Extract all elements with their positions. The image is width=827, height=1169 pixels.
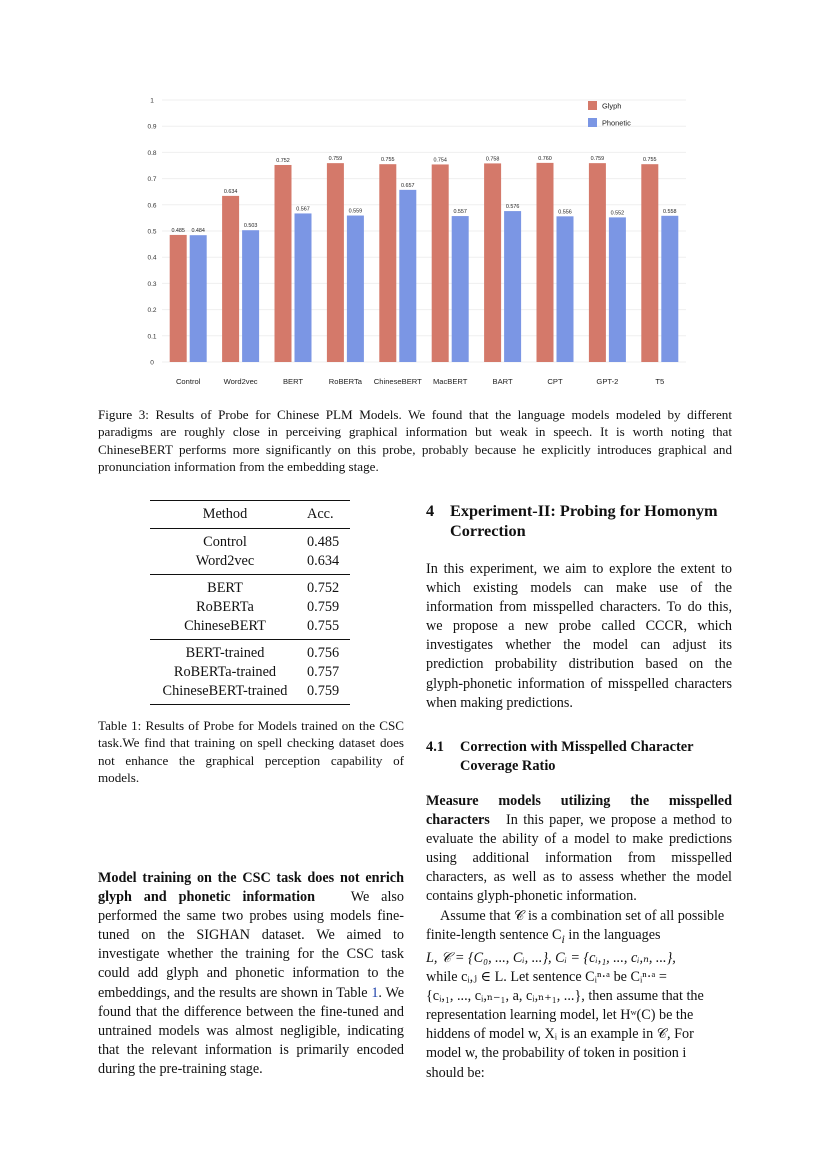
section-paragraph: In this experiment, we aim to explore the extent to which existing models can make use of the information from misspelled characters. To do this, we propose a new probe called CCCR, which investigates whether the model can adjust its prediction probability distribution based on the glyph-phonetic information of misspelled characters when making predictions. [426,561,732,711]
paragraph-heading: Measure models utilizing the misspelled characters [426,793,732,829]
x-axis-labels [176,377,664,386]
y-tick-label: 0.3 [147,280,157,288]
x-tick-label: MacBERT [432,377,468,386]
y-tick-label: 0.5 [147,228,157,236]
table-row [150,682,350,701]
table-caption: Table 1: Results of Probe for Models trained on the CSC task.We find that training on spell checking dataset does not enhance the graphical perception capability of models. [98,718,404,785]
x-tick-label: ChineseBERT [373,377,422,386]
table-row [150,598,350,617]
x-tick-label: CPT [547,377,563,386]
bar-phonetic [190,235,207,362]
data-label: 0.559 [348,208,363,215]
table-header-method: Method [202,506,248,522]
bar-phonetic [504,211,521,362]
x-tick-label: BERT [282,377,304,386]
paragraph-heading: Model training on the CSC task does not enrich glyph and phonetic information [98,870,404,906]
table-cell-method: BERT [207,580,243,596]
bar-glyph [379,164,396,362]
y-tick-label: 0.6 [147,202,157,210]
section-number: 4 [426,501,435,520]
table-row [150,617,350,636]
y-tick-label: 0.1 [147,333,157,341]
bar-glyph [589,163,606,362]
bar-glyph [641,164,658,362]
data-label: 0.634 [223,188,238,195]
bar-phonetic [609,217,626,362]
figure-caption: Figure 3: Results of Probe for Chinese PLM Models. We found that the language models modeled by different paradigms are roughly close in perceiving graphical information but weak in speech. It is worth noting that ChineseBERT performs more significantly on this probe, probably because he explicitly introduces graphical and pronunciation information from the embedding stage. [98,407,732,474]
data-label: 0.576 [505,204,520,211]
y-tick-label: 0 [150,359,154,367]
table-cell-acc: 0.634 [307,553,340,569]
bar-glyph [432,164,449,362]
table-cell-method: RoBERTa [196,599,254,615]
table-group-pretrained [150,575,350,639]
bar-phonetic [242,230,259,362]
bar-chart [136,92,696,392]
bar-glyph [222,196,239,362]
data-label: 0.552 [610,210,625,217]
bar-phonetic [347,216,364,362]
x-tick-label: Word2vec [223,377,258,386]
x-tick-label: GPT-2 [596,377,619,386]
x-tick-label: Control [175,377,201,386]
assume-line: L, 𝒞 = {C₀, ..., Cᵢ, ...}, Cᵢ = {cᵢ,₁, ..., cᵢ,ₙ, ...}, [426,950,676,967]
assume-line: hiddens of model w, Xᵢ is an example in 𝒞, For [426,1026,694,1043]
results-table [150,500,350,705]
subsection-number: 4.1 [426,739,444,755]
data-label: 0.759 [328,156,343,163]
table-cell-acc: 0.485 [307,534,340,550]
assume-text: Assume that 𝒞 is a combination set of all possible finite-length sentence C [426,908,725,944]
data-label: 0.558 [663,208,677,215]
table-header-acc: Acc. [307,506,334,522]
table-row [150,663,350,682]
bar-glyph [170,235,187,362]
table-cell-acc: 0.759 [307,599,340,615]
table-cell-method: ChineseBERT [184,618,266,634]
bar-phonetic [661,216,678,362]
data-label: 0.557 [453,209,467,216]
data-label: 0.556 [558,209,572,216]
legend-swatch-glyph [588,101,597,110]
y-tick-label: 0.9 [147,123,157,131]
table-cell-method: ChineseBERT-trained [162,683,288,699]
bar-glyph [275,165,292,362]
data-label: 0.657 [401,182,415,189]
legend-label: Phonetic [602,118,631,128]
table-cell-method: Control [203,534,247,550]
table-cell-method: BERT-trained [185,645,265,661]
assume-text: in the languages [564,927,661,944]
x-tick-label: RoBERTa [328,377,363,386]
y-tick-label: 0.2 [147,307,157,315]
bar-phonetic [399,190,416,362]
y-axis-ticks [147,98,156,367]
data-label: 0.567 [296,206,310,213]
x-tick-label: BART [492,377,513,386]
bar-glyph [327,163,344,362]
left-paragraph [98,869,404,1079]
section-title: Experiment-II: Probing for Homonym Correction [450,501,718,540]
data-label: 0.485 [171,227,185,234]
data-label: 0.760 [538,155,552,162]
assume-line: representation learning model, let Hʷ(C) be the [426,1007,694,1024]
measure-paragraph [426,792,732,907]
y-tick-label: 0.4 [147,254,157,262]
bar-phonetic [452,216,469,362]
table-row [150,644,350,663]
y-tick-label: 0.8 [147,149,157,157]
table-cell-acc: 0.756 [307,645,340,661]
data-label: 0.754 [433,157,447,164]
table-reference-link[interactable]: 1 [371,984,379,1001]
data-label: 0.758 [485,156,500,163]
paragraph-text-cont: . We found that the difference between the fine-tuned and untrained models was almost negligible, indicating that the relevant information is primarily encoded during the pre-training stage. [98,984,405,1077]
legend-label: Glyph [602,101,622,111]
bars [170,163,679,362]
table-row [150,533,350,552]
data-label: 0.755 [381,157,395,164]
table-row [150,552,350,571]
x-tick-label: T5 [655,377,665,386]
table-cell-acc: 0.755 [307,618,340,634]
data-label: 0.484 [191,228,205,235]
grid-lines [162,100,686,362]
table-group-baselines [150,529,350,574]
chart-legend [588,101,631,128]
data-label: 0.503 [243,223,258,230]
table-cell-acc: 0.752 [307,580,340,596]
subsection-title: Correction with Misspelled Character Coverage Ratio [460,739,694,774]
data-label: 0.755 [643,157,657,164]
assume-line: while cᵢ,ⱼ ∈ L. Let sentence Cᵢⁿ·ᵃ be Cᵢⁿ·ᵃ = [426,969,667,986]
y-tick-label: 0.7 [147,176,157,184]
data-label: 0.759 [590,156,605,163]
bar-phonetic [295,213,312,362]
assume-line: model w, the probability of token in position i [426,1045,687,1062]
subsection-heading [426,738,732,776]
table-cell-acc: 0.757 [307,664,340,680]
bar-phonetic [557,216,574,362]
bar-glyph [484,163,501,362]
assume-subscript: i [561,931,565,946]
table-cell-method: RoBERTa-trained [173,664,277,680]
assume-paragraph [426,907,732,1083]
table-row [150,579,350,598]
bar-glyph [537,163,554,362]
assume-line: {cᵢ,₁, ..., cᵢ,ₙ₋₁, a, cᵢ,ₙ₊₁, ...}, then assume that the [426,988,704,1005]
assume-line: should be: [426,1064,485,1081]
y-tick-label: 1 [150,97,154,105]
table-cell-acc: 0.759 [307,683,340,699]
paragraph-text: In this paper, we propose a method to evaluate the ability of a model to make predictions using additional information from misspelled characters, as well as to assess whether the model contains glyph-phonetic information. [426,812,733,905]
assume-line [426,907,732,949]
table-group-trained [150,640,350,704]
paragraph-text: We also performed the same two probes using models fine-tuned on the SIGHAN dataset. We aimed to investigate whether the training for the CSC task could add glyph and phonetic information to the embeddings, and the results are shown in Table [98,889,405,1001]
table-cell-method: Word2vec [195,553,255,569]
data-label: 0.752 [276,157,290,164]
legend-swatch-phonetic [588,118,597,127]
table-header-row [150,501,350,528]
section-heading [426,501,732,541]
